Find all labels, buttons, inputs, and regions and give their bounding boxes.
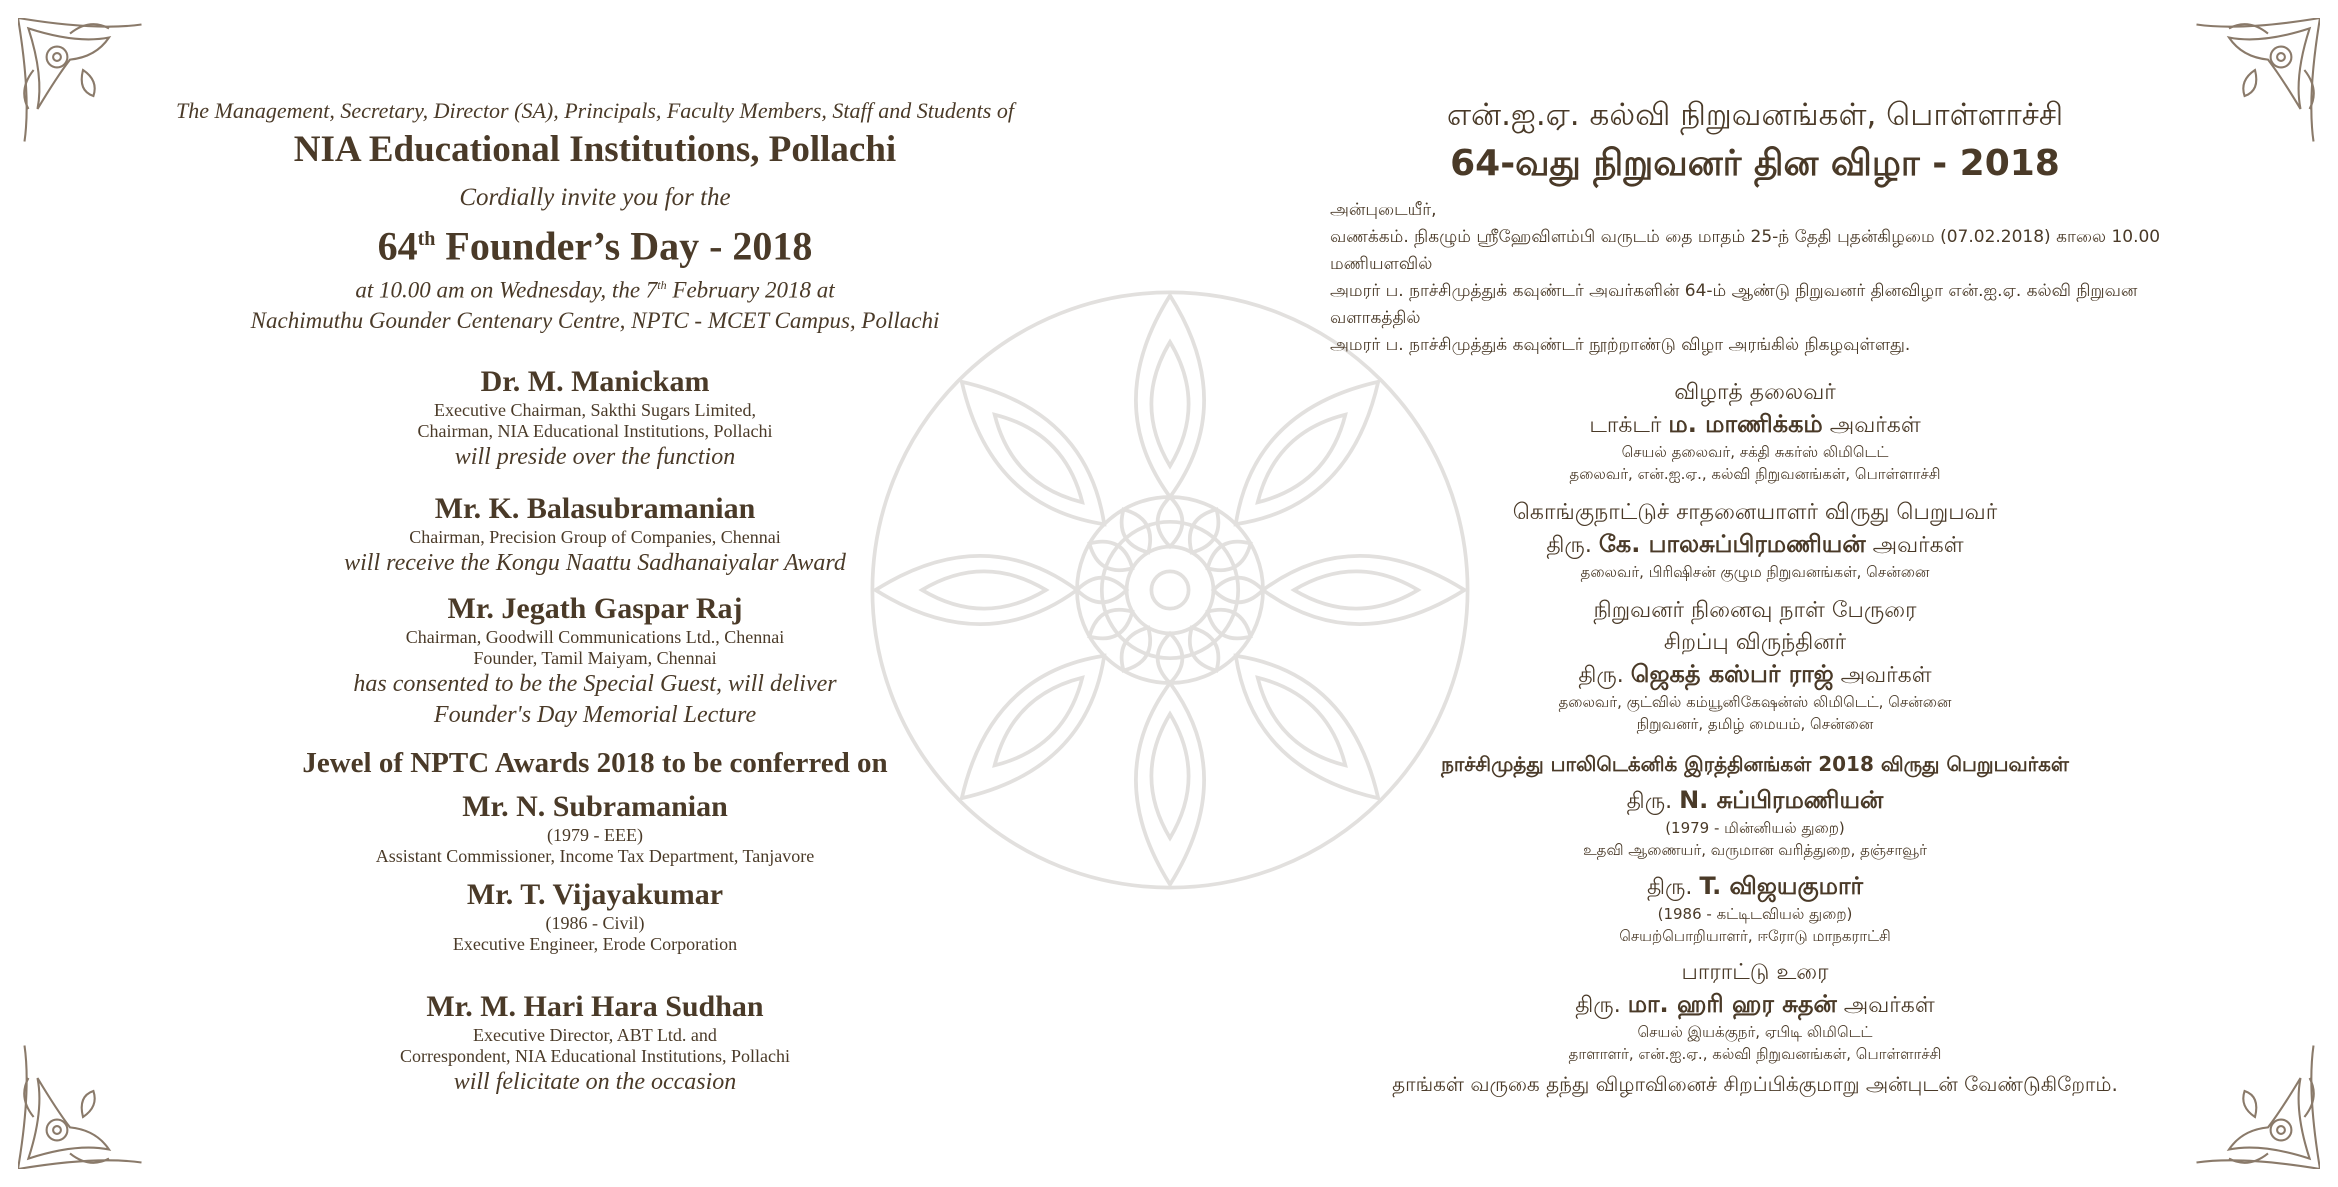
tamil-felicitator <box>1330 957 2180 1065</box>
event-suffix: th <box>417 228 436 250</box>
jewel-awardee-2 <box>150 877 1040 955</box>
corner-ornament-top-right <box>2190 18 2320 148</box>
person-desc: (1979 - மின்னியல் துறை) <box>1665 819 1845 837</box>
salutation: அன்புடையீர், <box>1330 200 1437 220</box>
event-time-sup: th <box>657 278 667 293</box>
name-prefix: திரு. <box>1575 993 1628 1018</box>
person-desc: Assistant Commissioner, Income Tax Department, Tanjavore <box>375 845 815 866</box>
name-main: மா. ஹரி ஹர சுதன் <box>1627 990 1837 1018</box>
person-desc: நிறுவனர், தமிழ் மையம், சென்னை <box>1636 715 1874 733</box>
role-heading: விழாத் தலைவர் <box>1674 380 1836 405</box>
role-heading: நிறுவனர் நினைவு நாள் பேருரை <box>1593 598 1917 623</box>
tamil-jewel-2 <box>1330 871 2180 947</box>
person-desc: (1986 - Civil) <box>545 912 645 933</box>
person-desc: Chairman, Goodwill Communications Ltd., Chennai <box>405 626 785 647</box>
corner-ornament-top-left <box>18 18 148 148</box>
person-role: Founder's Day Memorial Lecture <box>433 701 757 728</box>
person-name <box>1330 785 2180 817</box>
person-name: Mr. T. Vijayakumar <box>466 877 724 911</box>
jewel-awardee-1 <box>150 789 1040 867</box>
event-venue: Nachimuthu Gounder Centenary Centre, NPTC - MCET Campus, Pollachi <box>250 307 940 333</box>
name-suffix: அவர்கள் <box>1836 993 1935 1018</box>
institution-title: NIA Educational Institutions, Pollachi <box>293 129 897 170</box>
person-desc: Executive Chairman, Sakthi Sugars Limited, <box>434 399 756 420</box>
person-desc: Executive Director, ABT Ltd. and <box>473 1024 717 1045</box>
ornament-icon <box>2190 1039 2320 1169</box>
person-desc: Chairman, Precision Group of Companies, Chennai <box>409 526 781 547</box>
person-desc: Founder, Tamil Maiyam, Chennai <box>473 647 717 668</box>
tamil-guest <box>1330 595 2180 735</box>
person-desc: உதவி ஆணையர், வருமான வரித்துறை, தஞ்சாவூர் <box>1583 841 1927 859</box>
person-name: Mr. Jegath Gaspar Raj <box>447 591 743 625</box>
name-suffix: அவர்கள் <box>1833 663 1932 688</box>
invite-line: Cordially invite you for the <box>459 184 731 211</box>
person-desc: (1986 - கட்டிடவியல் துறை) <box>1657 905 1853 923</box>
guest-block <box>150 591 1040 731</box>
person-desc: செயற்பொறியாளர், ஈரோடு மாநகராட்சி <box>1619 927 1891 945</box>
name-main: N. சுப்பிரமணியன் <box>1679 786 1884 814</box>
event-time-a: at 10.00 am on Wednesday, the 7 <box>355 277 658 303</box>
closing-line: தாங்கள் வருகை தந்து விழாவினைச் சிறப்பிக்குமாறு அன்புடன் வேண்டுகிறோம். <box>1392 1072 2118 1096</box>
ornament-icon <box>18 18 148 148</box>
person-desc: Executive Engineer, Erode Corporation <box>452 933 738 954</box>
tamil-jewel-1 <box>1330 785 2180 861</box>
person-desc: Chairman, NIA Educational Institutions, Pollachi <box>417 420 773 441</box>
body-line: அமரர் ப. நாச்சிமுத்துக் கவுண்டர் அவர்களின் 64-ம் ஆண்டு நிறுவனர் தினவிழா என்.ஐ.ஏ. கல்வி நிறுவன வளாகத்தில் <box>1330 281 2138 328</box>
tamil-institution: என்.ஐ.ஏ. கல்வி நிறுவனங்கள், பொள்ளாச்சி <box>1446 97 2064 133</box>
name-main: T. விஜயகுமார் <box>1699 872 1864 900</box>
person-name <box>1330 529 2180 561</box>
person-name <box>1330 989 2180 1021</box>
person-name: Mr. K. Balasubramanian <box>434 491 756 525</box>
name-main: ஜெகத் கஸ்பர் ராஜ் <box>1630 660 1834 688</box>
name-suffix: அவர்கள் <box>1865 533 1964 558</box>
awardee-block <box>150 491 1040 579</box>
felicitator-block <box>150 989 1040 1098</box>
event-time-b: February 2018 at <box>666 277 835 303</box>
person-desc: செயல் இயக்குநர், ஏபிடி லிமிடெட் <box>1637 1023 1873 1041</box>
name-main: கே. பாலசுப்பிரமணியன் <box>1598 530 1866 558</box>
name-main: ம. மாணிக்கம் <box>1668 410 1823 438</box>
person-desc: (1979 - EEE) <box>547 824 643 845</box>
corner-ornament-bottom-left <box>18 1039 148 1169</box>
presider-block <box>150 364 1040 473</box>
role-heading: கொங்குநாட்டுச் சாதனையாளர் விருது பெறுபவர் <box>1512 500 1998 525</box>
tamil-presider <box>1330 377 2180 485</box>
name-suffix: அவர்கள் <box>1822 413 1921 438</box>
name-prefix: திரு. <box>1578 663 1631 688</box>
tamil-festival-title: 64-வது நிறுவனர் தின விழா - 2018 <box>1450 143 2060 184</box>
intro-line: The Management, Secretary, Director (SA), Principals, Faculty Members, Staff and Students of <box>176 98 1014 123</box>
tamil-jewel-heading: நாச்சிமுத்து பாலிடெக்னிக் இரத்தினங்கள் 2018 விருது பெறுபவர்கள் <box>1441 752 2069 776</box>
role-heading: பாராட்டு உரை <box>1681 960 1829 985</box>
name-prefix: திரு. <box>1646 875 1700 900</box>
person-desc: தலைவர், என்.ஐ.ஏ., கல்வி நிறுவனங்கள், பொள்ளாச்சி <box>1569 465 1941 483</box>
person-role: has consented to be the Special Guest, will deliver <box>353 670 837 697</box>
name-prefix: திரு. <box>1546 533 1599 558</box>
english-invitation <box>150 95 1040 1098</box>
person-desc: தலைவர், குட்வில் கம்யூனிகேஷன்ஸ் லிமிடெட், சென்னை <box>1558 693 1952 711</box>
person-role: will felicitate on the occasion <box>453 1068 737 1095</box>
person-name <box>1330 659 2180 691</box>
person-role: will preside over the function <box>454 443 736 470</box>
jewel-awards-heading: Jewel of NPTC Awards 2018 to be conferred on <box>302 746 888 779</box>
ornament-icon <box>2190 18 2320 148</box>
tamil-awardee <box>1330 497 2180 583</box>
event-time <box>150 270 1040 306</box>
person-desc: தலைவர், பிரிஷிசன் குழும நிறுவனங்கள், சென்னை <box>1580 563 1930 581</box>
event-number: 64 <box>377 223 418 269</box>
person-role: will receive the Kongu Naattu Sadhanaiyalar Award <box>344 549 846 576</box>
person-name: Mr. M. Hari Hara Sudhan <box>426 989 764 1023</box>
corner-ornament-bottom-right <box>2190 1039 2320 1169</box>
tamil-invitation <box>1330 95 2180 1099</box>
ornament-icon <box>18 1039 148 1169</box>
person-name <box>1330 409 2180 441</box>
person-desc: தாளாளர், என்.ஐ.ஏ., கல்வி நிறுவனங்கள், பொள்ளாச்சி <box>1568 1045 1942 1063</box>
person-name: Mr. N. Subramanian <box>462 789 728 823</box>
person-name: Dr. M. Manickam <box>480 364 710 398</box>
name-prefix: திரு. <box>1626 789 1680 814</box>
person-desc: Correspondent, NIA Educational Institutions, Pollachi <box>400 1045 790 1066</box>
body-line: வணக்கம். நிகழும் ஸ்ரீஹேவிளம்பி வருடம் தை மாதம் 25-ந் தேதி புதன்கிழமை (07.02.2018) காலை 10.00 மணியளவில் <box>1330 227 2161 274</box>
event-title <box>150 215 1040 270</box>
tamil-body <box>1330 197 2180 359</box>
name-prefix: டாக்டர் <box>1589 413 1669 438</box>
role-heading: சிறப்பு விருந்தினர் <box>1663 630 1847 655</box>
body-line: அமரர் ப. நாச்சிமுத்துக் கவுண்டர் நூற்றாண்டு விழா அரங்கில் நிகழவுள்ளது. <box>1330 335 1911 355</box>
person-name <box>1330 871 2180 903</box>
event-name: Founder’s Day - 2018 <box>435 223 813 269</box>
person-desc: செயல் தலைவர், சக்தி சுகர்ஸ் லிமிடெட் <box>1621 443 1889 461</box>
